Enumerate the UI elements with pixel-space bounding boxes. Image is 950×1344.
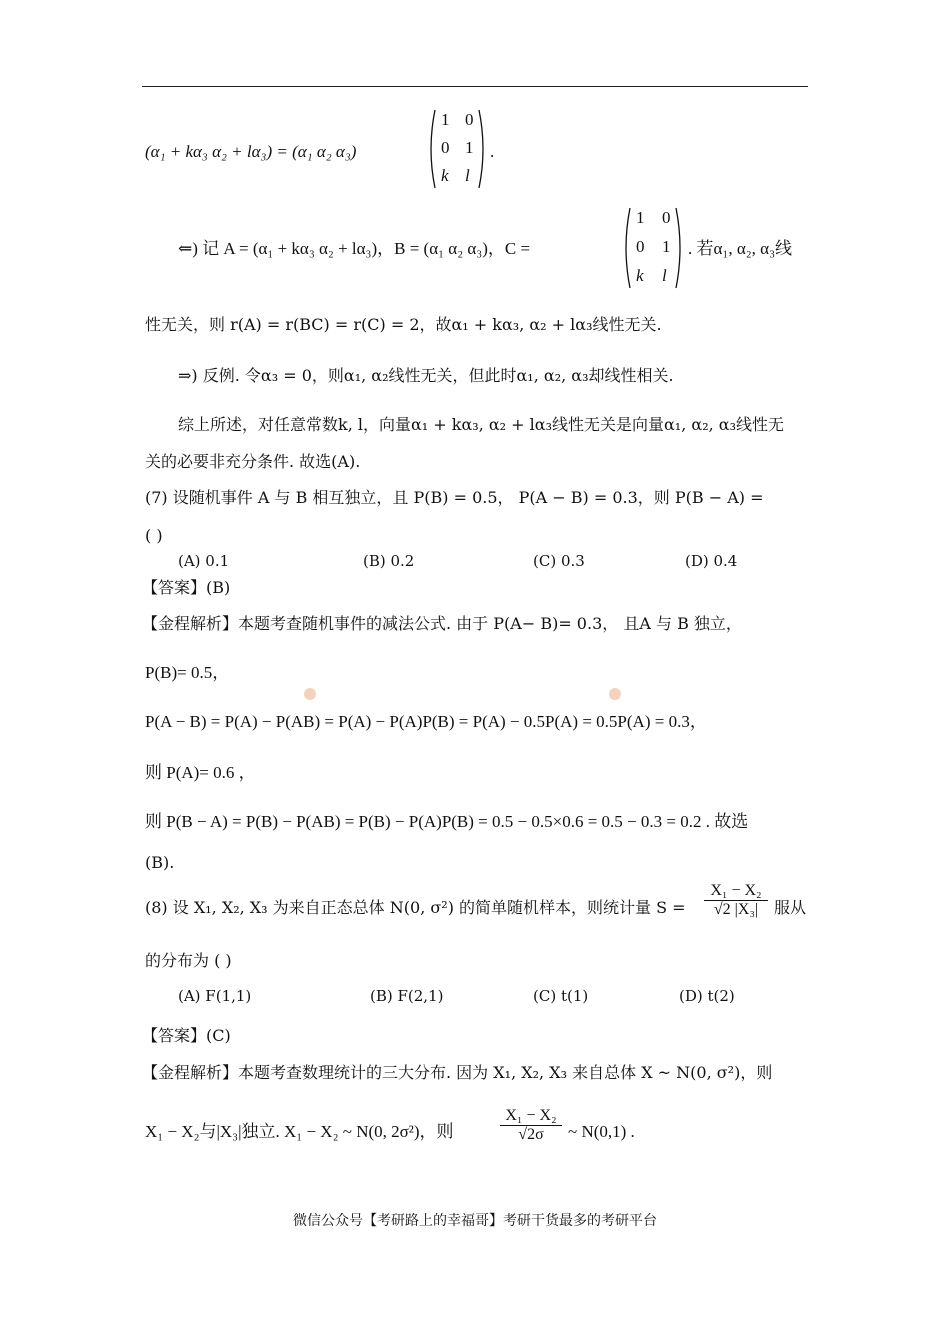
- question-8-end: 服从: [774, 898, 807, 917]
- matrix-cell: 0: [636, 237, 645, 256]
- matrix-cell: 0: [465, 110, 474, 129]
- q7-option-b: (B) 0.2: [363, 552, 415, 570]
- answer-7: 【答案】(B): [142, 578, 231, 597]
- question-7-paren: ( ): [145, 526, 163, 545]
- counter-example: ⇒) 反例. 令α₃ = 0，则α₁, α₂线性无关，但此时α₁, α₂, α₃却线性相关.: [178, 366, 674, 385]
- matrix-brackets: [622, 206, 684, 290]
- answer-8: 【答案】(C): [142, 1026, 231, 1045]
- summary-conclusion: 关的必要非充分条件. 故选(A).: [145, 452, 361, 471]
- matrix-cell: 0: [662, 208, 671, 227]
- matrix-equation: (α₁ + kα₃ α₂ + lα₃) = (α₁ α₂ α₃): [145, 142, 357, 161]
- matrix-cell: 1: [465, 138, 474, 157]
- choice-b: (B).: [145, 853, 175, 872]
- matrix-cell: l: [465, 166, 470, 185]
- matrix-cell: l: [662, 266, 667, 285]
- summary-line: 综上所述，对任意常数k, l，向量α₁ + kα₃, α₂ + lα₃线性无关是向量α₁, α₂, α₃线性无: [178, 415, 785, 434]
- question-8-paren: 的分布为 ( ): [145, 951, 232, 970]
- pb-value: P(B)= 0.5，: [145, 663, 230, 682]
- difference-equation: P(A − B) = P(A) − P(AB) = P(A) − P(A)P(B) = P(A) − 0.5P(A) = 0.5P(A) = 0.3，: [145, 712, 707, 731]
- standardized-fraction: [500, 1107, 562, 1144]
- q8-option-b: (B) F(2,1): [370, 987, 444, 1005]
- statistic-fraction: [704, 882, 768, 919]
- matrix-cell: 1: [636, 208, 645, 227]
- header-rule: [142, 86, 808, 87]
- footer-text: 微信公众号【考研路上的幸福哥】考研干货最多的考研平台: [293, 1213, 657, 1229]
- matrix-cell: 1: [662, 237, 671, 256]
- matrix-cell: 0: [441, 138, 450, 157]
- question-8: (8) 设 X₁, X₂, X₃ 为来自正态总体 N(0, σ²) 的简单随机样本，则统计量 S =: [145, 898, 686, 917]
- fraction-numerator: X₁ − X₂: [704, 882, 768, 901]
- sufficiency-proof-end: . 若α₁, α₂, α₃线: [688, 239, 793, 258]
- matrix-cell: k: [636, 266, 644, 285]
- q8-option-d: (D) t(2): [679, 987, 735, 1005]
- sufficiency-proof: ⇐) 记 A = (α₁ + kα₃ α₂ + lα₃)，B = (α₁ α₂ α₃)，C =: [178, 239, 531, 258]
- fraction-numerator: X₁ − X₂: [500, 1107, 562, 1126]
- final-computation: 则 P(B − A) = P(B) − P(AB) = P(B) − P(A)P(B) = 0.5 − 0.5×0.6 = 0.5 − 0.3 = 0.2 . 故选: [145, 812, 749, 831]
- watermark-dot: [304, 688, 316, 700]
- fraction-denominator: √2 |X₃|: [713, 901, 759, 918]
- q7-option-a: (A) 0.1: [178, 552, 230, 570]
- question-7: (7) 设随机事件 A 与 B 相互独立，且 P(B) = 0.5， P(A − B) = 0.3，则 P(B − A) =: [145, 488, 764, 507]
- rank-argument: 性无关，则 r(A) = r(BC) = r(C) = 2，故α₁ + kα₃, α₂ + lα₃线性无关.: [145, 315, 662, 334]
- independence-line: X₁ − X₂与|X₃|独立. X₁ − X₂ ~ N(0, 2σ²)，则: [145, 1122, 454, 1141]
- fraction-denominator: √2σ: [518, 1126, 544, 1143]
- pa-value: 则 P(A)= 0.6 ，: [145, 763, 256, 782]
- period: .: [490, 142, 495, 161]
- explanation-8: 【金程解析】本题考查数理统计的三大分布. 因为 X₁, X₂, X₃ 来自总体 X ~ N(0, σ²)，则: [142, 1063, 773, 1082]
- coefficient-matrix-1: [427, 108, 487, 190]
- normal-result: ~ N(0,1) .: [568, 1122, 635, 1141]
- explanation-7: 【金程解析】本题考查随机事件的减法公式. 由于 P(A− B)= 0.3， 且A 与 B 独立，: [142, 614, 742, 633]
- q7-option-c: (C) 0.3: [533, 552, 585, 570]
- q8-option-c: (C) t(1): [533, 987, 589, 1005]
- watermark-dot: [609, 688, 621, 700]
- q7-option-d: (D) 0.4: [685, 552, 738, 570]
- matrix-brackets: [427, 108, 487, 190]
- q8-option-a: (A) F(1,1): [178, 987, 252, 1005]
- matrix-cell: 1: [441, 110, 450, 129]
- matrix-cell: k: [441, 166, 449, 185]
- coefficient-matrix-2: [622, 206, 684, 290]
